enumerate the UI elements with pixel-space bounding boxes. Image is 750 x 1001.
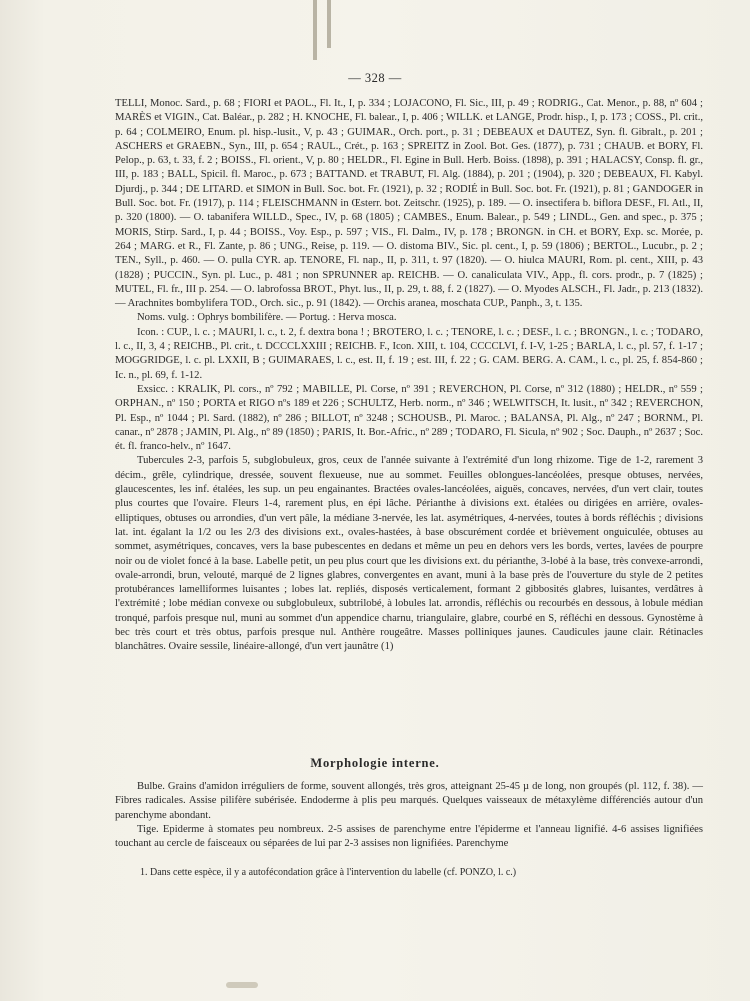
ink-smudge: [226, 982, 258, 988]
binding-mark: [313, 0, 317, 60]
page-number: — 328 —: [348, 71, 402, 85]
binding-mark: [327, 0, 331, 48]
vernacular-names: Noms. vulg. : Ophrys bombilifère. — Portug. : Herva mosca.: [137, 312, 397, 324]
description-paragraph: Tubercules 2-3, parfois 5, subglobuleux, gros, ceux de l'année suivante à l'extrémité d'un long rhizome. Tige de 1-2, rarement 3 décim., grêle, cylindrique, dressée, souvent flexueuse, nue au sommet. Feuilles oblongues-lancéolées, presque obtuses, nervées, glaucescentes, les inf. étalées, les sup. un peu engainantes. Bractées ovales-lancéolées, aiguës, concaves, nervées, d'un vert clair, toutes plus courtes que l'ovaire. Fleurs 1-4, rarement plus, en épi lâche. Périanthe à divisions ext. étalées ou dirigées en arrière, ovales-elliptiques, obtuses ou arrondies, d'un vert pâle, la médiane 3-nervée, les lat. asymétriques, 4-nervées, toutes à bords réfléchis ; divisions lat. int. égalant la 1/2 ou les 2/3 des divisions ext., ovales-hastées, à base obscurément cordée et brièvement onguiculée, obtuses au sommet, asymétriques, concaves, vers la base pubescentes en dedans et même un peu en dehors vers les bords, vertes, lavées de pourpre noir ou de violet foncé à la base. Labelle petit, un peu plus court que les divisions ext. du périanthe, 3-lobé à la base, très convexe-arrondi, ovale-arrondi, brun, velouté, marqué de 2 lignes glabres, convergentes en avant, muni à la base près de l'ouverture du style de 2 petites protubérances lamelliformes luisantes ; lobes lat. repliés, disposés verticalement, formant 2 gibbosités glabres, luisantes, verdâtres à l'extrémité ; lobe médian convexe ou subglobuleux, subtrilobé, à lobules lat. arrondis, réfléchis ou recourbés en dessous, à lobule médian tronqué, parfois presque nul, muni au sommet d'un appendice charnu, triangulaire, glabre, courbé en S, réfléchi en dessous. Gynostème à bec très court et très obtus, parfois presque nul. Anthère rougeâtre. Masses polliniques jaunes. Caudicules jaune clair. Rétinacles blanchâtres. Ovaire sessile, linéaire-allongé, d'un vert jaunâtre (1): [115, 455, 703, 653]
synonymy-paragraph: TELLI, Monoc. Sard., p. 68 ; FIORI et PAOL., Fl. It., I, p. 334 ; LOJACONO, Fl. Sic., III, p. 49 ; RODRIG., Cat. Menor., p. 88, nº 604 ; MARÈS et VIGIN., Cat. Baléar., p. 282 ; H. KNOCHE, Fl. balear., I, p. 406 ; WILLK. et LANGE, Prodr. hisp., I, p. 173 ; COSS., Pl. crit., p. 64 ; COLMEIRO, Enum. pl. hisp.-lusit., V, p. 43 ; GUIMAR., Orch. port., p. 31 ; DEBEAUX et DAUTEZ, Syn. fl. Gibralt., p. 201 ; ASCHERS et GRAEBN., Syn., III, p. 654 ; RAUL., Crét., p. 163 ; SPREITZ in Zool. Bot. Ges. (1877), p. 731 ; CHAUB. et BORY, Fl. Pelop., p. 63, t. 33, f. 2 ; BOISS., Fl. orient., V, p. 80 ; HELDR., Fl. Egine in Bull. Herb. Boiss. (1898), p. 391 ; HALACSY, Consp. fl. gr., III, p. 183 ; BALL, Spicil. fl. Maroc., p. 673 ; BATTAND. et TRABUT, Fl. Alg. (1884), p. 201 ; (1904), p. 320 ; DEBEAUX, Fl. Kabyl. Djurdj., p. 344 ; DE LITARD. et SIMON in Bull. Soc. bot. Fr. (1921), p. 32 ; RODIÉ in Bull. Soc. bot. Fr. (1921), p. 81 ; GANDOGER in Bull. Soc. bot. Fr. (1917), p. 114 ; FLEISCHMANN in Œsterr. bot. Zeitschr. (1925), p. 189. — O. insectifera b. biflora DESF., Fl. Atl., II, p. 320 (1800). — O. tabanifera WILLD., Spec., IV, p. 68 (1805) ; CAMBES., Enum. Balear., p. 549 ; LINDL., Gen. and spec., p. 375 ; MORIS, Stirp. Sard., I, p. 44 ; BOISS., Voy. Esp., p. 597 ; VIS., Fl. Dalm., IV, p. 178 ; BRONGN. in CH. et BORY, Exp. sc. Morée, p. 264 ; MARG. et R., Fl. Zante, p. 86 ; UNG., Reise, p. 119. — O. distoma BIV., Sic. pl. cent., I, p. 59 (1806) ; BERTOL., Lucubr., p. 2 ; TEN., Syll., p. 460. — O. pulla CYR. ap. TENORE, Fl. nap., II, p. 311, t. 97 (1820). — O. hiulca MAURI, Rom. pl. cent., XIII, p. 43 (1828) ; PUCCIN., Syn. pl. Luc., p. 481 ; non SPRUNNER ap. REICHB. — O. canaliculata VIV., App., fl. cors. prodr., p. 7 (1825) ; MUTEL, Fl. fr., III p. 254. — O. labrofossa BROT., Phyt. lus., II, p. 29, t. 88, f. 2 (1827). — O. Myodes ALSCH., Fl. Jadr., p. 213 (1832). — Arachnites bombylifera TOD., Orch. sic., p. 91 (1842). — Orchis aranea, moschata CUP., Panph., 3, t. 135.: [115, 98, 703, 310]
main-text: [115, 97, 703, 655]
exsiccata-paragraph: Exsicc. : KRALIK, Pl. cors., nº 792 ; MABILLE, Pl. Corse, nº 391 ; REVERCHON, Pl. Corse, nº 312 (1880) ; HELDR., nº 559 ; ORPHAN., nº 150 ; PORTA et RIGO nºs 189 et 226 ; SCHULTZ, Herb. norm., nº 346 ; WELWITSCH, It. lusit., nº 342 ; REVERCHON, Pl. Esp., nº 1044 ; Pl. Sard. (1882), nº 286 ; BILLOT, nº 3248 ; SCHOUSB., Pl. Maroc. ; BALANSA, Pl. Alg., nº 247 ; BORNM., Pl. canar., nº 2878 ; JAMIN, Pl. Alg., nº 89 (1850) ; PARIS, It. Bor.-Afric., nº 289 ; TODARO, Fl. Sicula, nº 902 ; Soc. Dauph., nº 2637 ; Soc. ét. fl. franco-helv., nº 1647.: [115, 383, 703, 453]
section-text: [115, 780, 703, 851]
iconography-paragraph: Icon. : CUP., l. c. ; MAURI, l. c., t. 2, f. dextra bona ! ; BROTERO, l. c. ; TENORE, l. c. ; DESF., l. c. ; BRONGN., l. c. ; TODARO, l. c., II, 3, 4 ; REICHB., Pl. crit., t. DCCCLXXIII ; REICHB. F., Icon. XIII, t. 104, CCCCLVI, f. I-V, 1-25 ; BARLA, l. c., pl. 57, f. 1-17 ; MOGGRIDGE, l. c. pl. LXXII, B ; GUIMARAES, l. c., est. II, f. 19 ; est. III, f. 22 ; G. CAM. BERG. A. CAM., l. c., pl. 25, f. 854-860 ; Ic. n., pl. 69, f. 1-12.: [115, 326, 703, 381]
stem-paragraph: Tige. Epiderme à stomates peu nombreux. 2-5 assises de parenchyme entre l'épiderme et l'anneau lignifié. 4-6 assises lignifiées touchant au cercle de faisceaux ou séparées de lui par 2-3 assises non lignifiées. Parenchyme: [115, 823, 703, 850]
section-title: Morphologie interne.: [310, 756, 440, 770]
footnote: 1. Dans cette espèce, il y a autofécondation grâce à l'intervention du labelle (cf. PONZO, l. c.): [140, 867, 517, 878]
bulb-paragraph: Bulbe. Grains d'amidon irréguliers de forme, souvent allongés, très gros, atteignant 25-45 µ de long, non groupés (pl. 112, f. 38). — Fibres radicales. Assise pilifère subérisée. Endoderme à plis peu marqués. Quelques vaisseaux de métaxylème différenciés autour d'un parenchyme abondant.: [115, 781, 703, 821]
